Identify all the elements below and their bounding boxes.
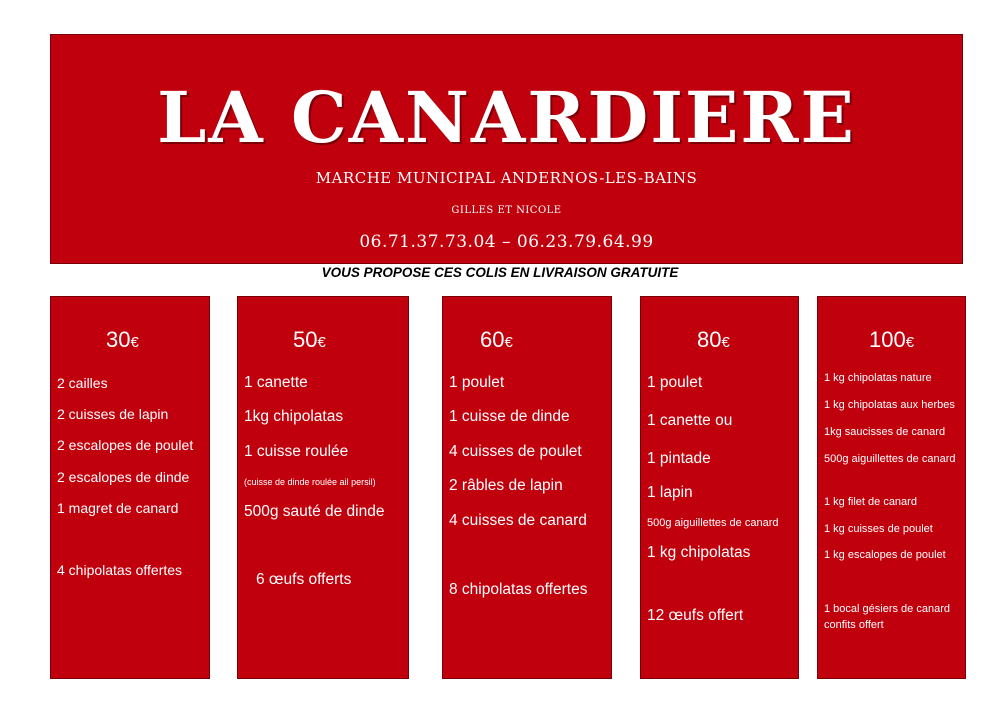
package-item: 500g aiguillettes de canard — [647, 517, 779, 529]
package-item: 2 escalopes de poulet — [57, 437, 194, 453]
package-30 — [50, 296, 210, 679]
owners-names: GILLES ET NICOLE — [451, 205, 562, 216]
shop-title: LA CANARDIERE — [157, 76, 856, 159]
package-item: 12 œufs offert — [647, 607, 744, 624]
package-price: 60€ — [480, 327, 513, 352]
package-item: 1 kg chipolatas nature — [824, 372, 932, 384]
package-item: 500g sauté de dinde — [244, 503, 385, 520]
package-item: 1kg chipolatas — [244, 408, 344, 425]
package-item: 1 poulet — [647, 374, 703, 391]
package-item: 1 magret de canard — [57, 500, 179, 516]
package-item: 4 cuisses de poulet — [449, 443, 582, 460]
package-item: 1 canette ou — [647, 412, 733, 429]
package-item: 1 bocal gésiers de canard confits offert — [824, 603, 950, 631]
package-item-note: (cuisse de dinde roulée ail persil) — [244, 477, 376, 487]
package-item: 1 cuisse de dinde — [449, 408, 570, 425]
tagline: VOUS PROPOSE CES COLIS EN LIVRAISON GRATUITE — [321, 265, 679, 280]
package-item: 1 kg chipolatas — [647, 544, 751, 561]
package-item: 1 canette — [244, 374, 308, 391]
package-item: 1kg saucisses de canard — [824, 426, 946, 438]
package-price: 80€ — [697, 327, 730, 352]
market-location: MARCHE MUNICIPAL ANDERNOS-LES-BAINS — [315, 169, 698, 187]
package-item: 1 kg cuisses de poulet — [824, 523, 933, 535]
package-item: 2 râbles de lapin — [449, 477, 563, 494]
package-price: 100€ — [869, 327, 915, 352]
package-item: 1 kg filet de canard — [824, 496, 917, 508]
package-item: 6 œufs offerts — [256, 571, 352, 588]
package-item: 1 cuisse roulée — [244, 443, 349, 460]
package-price: 30€ — [106, 327, 139, 352]
header-banner — [50, 34, 963, 264]
phone-numbers: 06.71.37.73.04 – 06.23.79.64.99 — [359, 232, 654, 252]
package-item: 1 pintade — [647, 450, 711, 467]
package-item: 4 cuisses de canard — [449, 512, 587, 529]
package-item: 1 kg chipolatas aux herbes — [824, 399, 955, 411]
package-80 — [640, 296, 799, 679]
package-item: 1 kg escalopes de poulet — [824, 549, 946, 561]
package-item: 8 chipolatas offertes — [449, 581, 588, 598]
package-item: 2 escalopes de dinde — [57, 469, 190, 485]
package-100 — [817, 296, 966, 679]
package-item: 4 chipolatas offertes — [57, 562, 183, 578]
package-item: 500g aiguillettes de canard — [824, 453, 956, 465]
package-price: 50€ — [293, 327, 326, 352]
package-item: 2 cailles — [57, 375, 108, 391]
package-60 — [442, 296, 612, 679]
package-50 — [237, 296, 409, 679]
package-item: 1 lapin — [647, 484, 693, 501]
package-item: 2 cuisses de lapin — [57, 406, 169, 422]
package-item: 1 poulet — [449, 374, 505, 391]
